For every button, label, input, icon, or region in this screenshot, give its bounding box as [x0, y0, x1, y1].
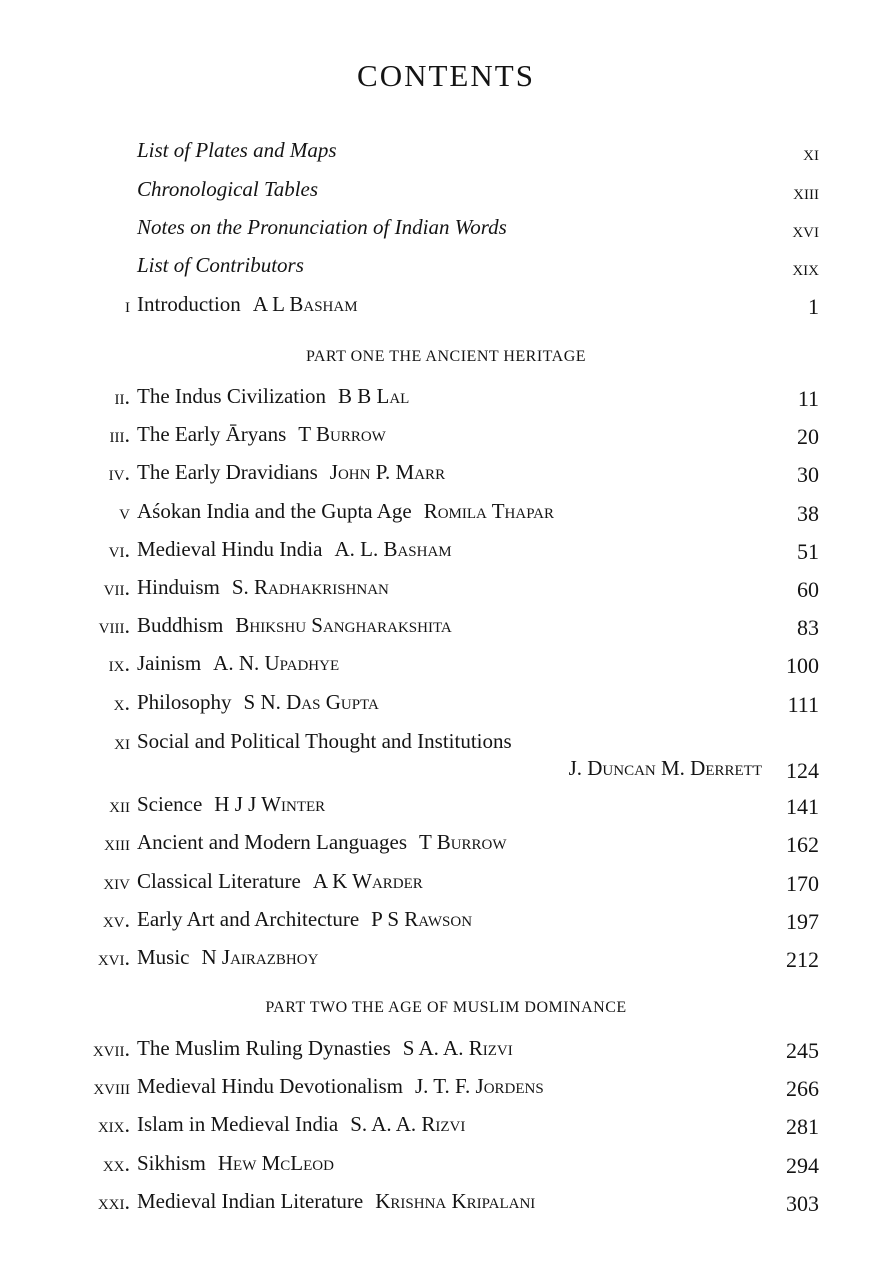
chapter-title: The Early Dravidians John P. Marr [137, 460, 446, 484]
chapter-number: vii. [103, 575, 130, 600]
chapter-author: Krishna Kripalani [375, 1189, 536, 1213]
chapter-author: A L Basham [252, 292, 358, 316]
chapter-author: B B Lal [337, 384, 410, 408]
list-item[interactable] [0, 247, 892, 281]
chapter-number: xviii [93, 1074, 130, 1099]
chapter-number: xxi. [97, 1189, 130, 1214]
list-item[interactable] [0, 132, 892, 166]
page-number: 212 [786, 947, 819, 972]
list-item[interactable] [0, 684, 892, 718]
chapter-number: iii. [109, 422, 130, 447]
chapter-author: H J J Winter [214, 792, 326, 816]
list-item[interactable] [0, 209, 892, 243]
page-number: xvi [792, 217, 819, 242]
chapter-author: A. L. Basham [334, 537, 452, 561]
list-item[interactable] [0, 786, 892, 820]
chapter-title: Buddhism Bhikshu Sangharakshita [137, 613, 452, 637]
chapter-number: i [125, 292, 130, 317]
chapter-number: xi [114, 729, 130, 754]
chapter-number: xii [109, 792, 130, 817]
list-item[interactable] [0, 607, 892, 641]
list-item[interactable] [0, 454, 892, 488]
list-item[interactable] [0, 569, 892, 603]
chapter-number: xix. [97, 1112, 130, 1137]
part-heading: PART ONE THE ANCIENT HERITAGE [305, 348, 587, 365]
chapter-title: Sikhism Hew McLeod [137, 1151, 334, 1175]
list-item[interactable] [0, 493, 892, 527]
list-item[interactable] [0, 1106, 892, 1140]
list-item[interactable] [0, 1145, 892, 1179]
chapter-number: xx. [102, 1151, 130, 1176]
chapter-title: Social and Political Thought and Institutions [137, 729, 512, 753]
page-number: 197 [786, 909, 819, 934]
page-number: xiii [793, 179, 819, 204]
page-number: 141 [786, 794, 819, 819]
chapter-title: The Early Āryans T Burrow [137, 422, 386, 446]
list-item[interactable] [0, 1068, 892, 1102]
chapter-author: N Jairazbhoy [201, 945, 319, 969]
page-number: 162 [786, 832, 819, 857]
chapter-author: Romila Thapar [423, 499, 555, 523]
part-heading: PART TWO THE AGE OF MUSLIM DOMINANCE [265, 999, 627, 1016]
list-item[interactable] [0, 824, 892, 858]
chapter-number: xiv [103, 869, 130, 894]
chapter-title: Medieval Hindu India A. L. Basham [137, 537, 452, 561]
chapter-title: Classical Literature A K Warder [137, 869, 423, 893]
chapter-number: ii. [114, 384, 130, 409]
page-number: 20 [797, 424, 819, 449]
chapter-author: Bhikshu Sangharakshita [235, 613, 452, 637]
chapter-author: Hew McLeod [217, 1151, 334, 1175]
page-number: 38 [797, 501, 819, 526]
page-number: 294 [786, 1153, 819, 1178]
chapter-author: S N. Das Gupta [243, 690, 379, 714]
entry-title: Notes on the Pronunciation of Indian Words [137, 215, 507, 239]
list-item[interactable] [0, 531, 892, 565]
chapter-title: Ancient and Modern Languages T Burrow [137, 830, 507, 854]
chapter-number: vi. [108, 537, 130, 562]
chapter-author: S. A. A. Rizvi [350, 1112, 466, 1136]
chapter-title: Music N Jairazbhoy [137, 945, 319, 969]
page-number: 303 [786, 1191, 819, 1216]
page-number: 111 [787, 692, 819, 717]
entry-title: List of Plates and Maps [137, 138, 337, 162]
chapter-number: v [119, 499, 130, 524]
chapter-number: xvii. [92, 1036, 130, 1061]
chapter-author: A K Warder [312, 869, 423, 893]
page-number: 60 [797, 577, 819, 602]
page-number: 170 [786, 871, 819, 896]
page-number: 11 [797, 386, 819, 411]
chapter-author: J. T. F. Jordens [414, 1074, 544, 1098]
page-number: 266 [786, 1076, 819, 1101]
chapter-title: The Indus Civilization B B Lal [137, 384, 410, 408]
chapter-title: Medieval Hindu Devotionalism J. T. F. Jordens [137, 1074, 544, 1098]
chapter-author: S A. A. Rizvi [402, 1036, 513, 1060]
chapter-title: Introduction A L Basham [137, 292, 358, 316]
chapter-author: S. Radhakrishnan [231, 575, 389, 599]
entry-title: Chronological Tables [137, 177, 319, 201]
list-item[interactable] [0, 378, 892, 412]
page-number: 281 [786, 1114, 819, 1139]
entry-title: List of Contributors [137, 253, 304, 277]
list-item[interactable] [0, 1183, 892, 1217]
chapter-number: x. [113, 690, 130, 715]
chapter-author: J. Duncan M. Derrett [568, 756, 762, 780]
chapter-author: A. N. Upadhye [213, 651, 340, 675]
page-number: xix [792, 255, 819, 280]
chapter-title: Medieval Indian Literature Krishna Kripalani [137, 1189, 536, 1213]
list-item[interactable] [0, 645, 892, 679]
page-number: 124 [786, 758, 819, 783]
page-number: 100 [786, 653, 819, 678]
page-number: 1 [808, 294, 819, 319]
page-title: CONTENTS [357, 58, 535, 93]
chapter-number: xv. [102, 907, 130, 932]
chapter-number: xiii [104, 830, 130, 855]
page-number: 51 [797, 539, 819, 564]
page-number: 30 [797, 462, 819, 487]
chapter-title: Islam in Medieval India S. A. A. Rizvi [137, 1112, 466, 1136]
list-item[interactable] [0, 171, 892, 205]
chapter-title: Early Art and Architecture P S Rawson [137, 907, 473, 931]
chapter-number: iv. [108, 460, 130, 485]
chapter-author: John P. Marr [329, 460, 446, 484]
list-item[interactable] [0, 286, 892, 320]
chapter-number: ix. [108, 651, 130, 676]
chapter-author: P S Rawson [371, 907, 473, 931]
chapter-number: viii. [98, 613, 130, 638]
chapter-number: xvi. [97, 945, 130, 970]
list-item[interactable] [0, 939, 892, 973]
list-item[interactable] [0, 723, 892, 785]
chapter-author: T Burrow [419, 830, 507, 854]
chapter-title: The Muslim Ruling Dynasties S A. A. Rizvi [137, 1036, 513, 1060]
chapter-title: Aśokan India and the Gupta Age Romila Thapar [137, 499, 555, 523]
chapter-title: Hinduism S. Radhakrishnan [137, 575, 389, 599]
list-item[interactable] [0, 1030, 892, 1064]
list-item[interactable] [0, 901, 892, 935]
chapter-title: Philosophy S N. Das Gupta [137, 690, 379, 714]
page-number: xi [803, 140, 819, 165]
page-number: 245 [786, 1038, 819, 1063]
page-number: 83 [797, 615, 819, 640]
list-item[interactable] [0, 863, 892, 897]
chapter-author: T Burrow [298, 422, 386, 446]
list-item[interactable] [0, 416, 892, 450]
chapter-title: Science H J J Winter [137, 792, 326, 816]
chapter-title: Jainism A. N. Upadhye [137, 651, 340, 675]
